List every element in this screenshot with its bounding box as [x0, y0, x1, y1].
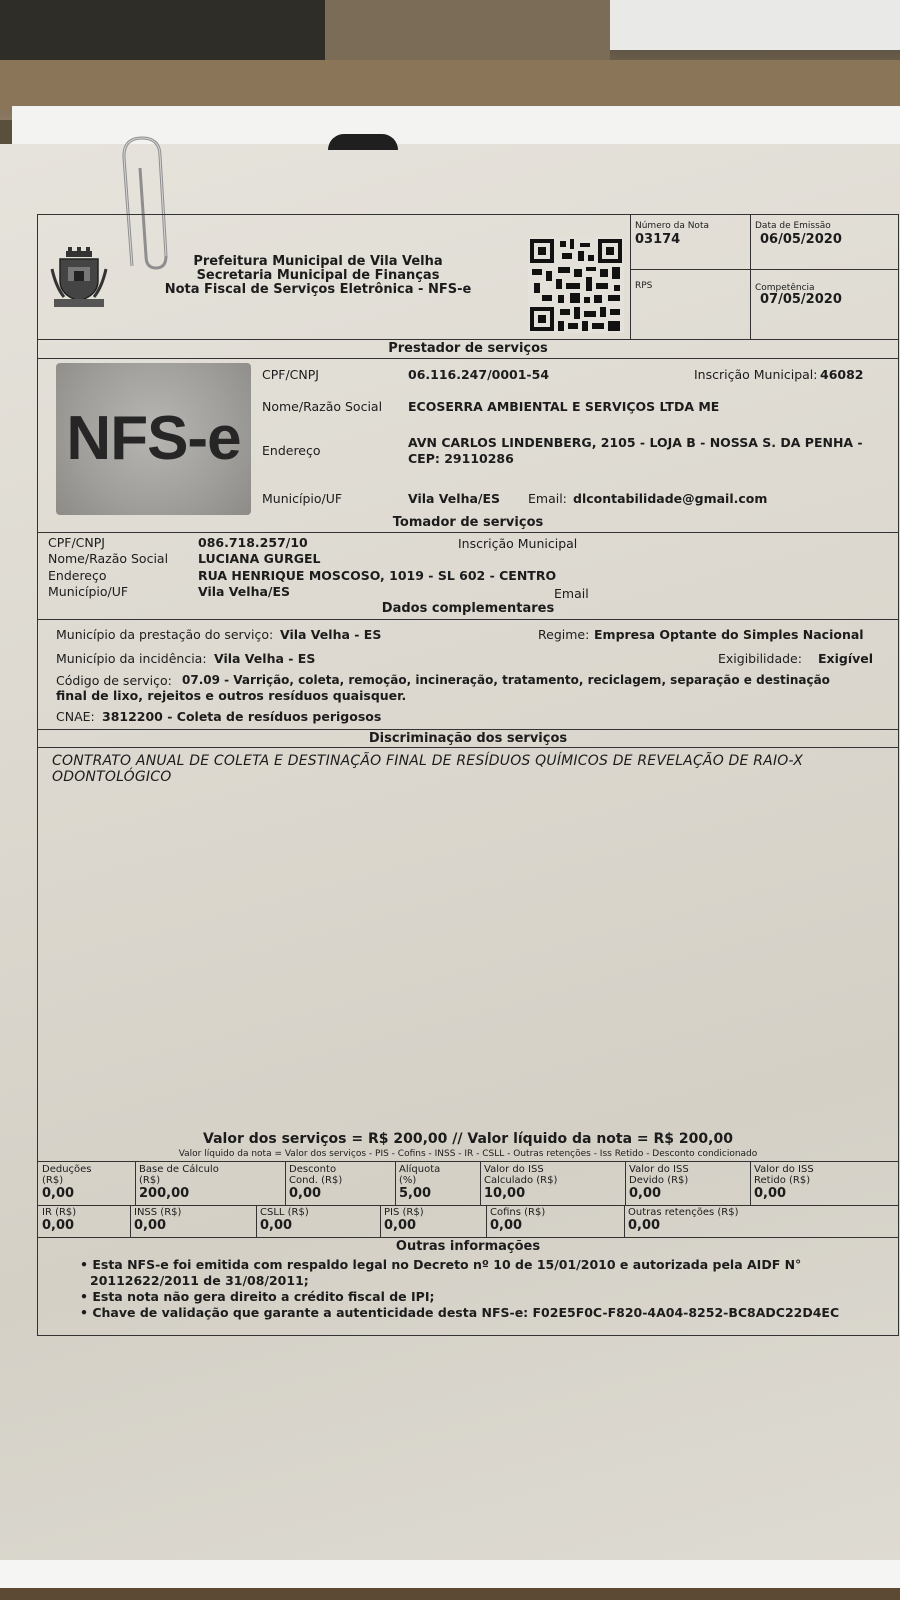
prestador-municipio-value: Vila Velha/ES — [408, 491, 501, 506]
data-emissao-value: 06/05/2020 — [760, 232, 842, 247]
iss-devido-cell — [629, 1164, 689, 1201]
prestador-title: Prestador de serviços — [388, 341, 548, 356]
tomador-endereco-label: Endereço — [48, 568, 107, 583]
background-white-panel — [610, 0, 900, 50]
background-top — [0, 0, 900, 120]
formula-line: Valor líquido da nota = Valor dos serviços - PIS - Cofins - INSS - IR - CSLL - Outras retenções - Iss Retido - Desconto condicionado — [178, 1149, 758, 1159]
outras-bullet-3-text: Chave de validação que garante a autenticidade desta NFS-e: F02E5F0C-F820-4A04-8252-BC8ADC22D4EC — [92, 1305, 840, 1320]
regime-value: Empresa Optante do Simples Nacional — [594, 627, 864, 642]
data-emissao-label: Data de Emissão — [755, 221, 831, 231]
tomador-endereco-value: RUA HENRIQUE MOSCOSO, 1019 - SL 602 - CENTRO — [198, 568, 557, 583]
tomador-nome-value: LUCIANA GURGEL — [198, 551, 321, 566]
nfse-logo-text: NFS-e — [66, 404, 241, 473]
iss-devido-unit: Devido (R$) — [629, 1175, 689, 1186]
background-wood-panel — [325, 0, 610, 60]
prestador-nome-label: Nome/Razão Social — [262, 399, 383, 414]
municipio-incidencia-label: Município da incidência: — [56, 651, 207, 666]
prestador-municipio-label: Município/UF — [262, 491, 343, 506]
outras-retencoes-cell — [628, 1207, 738, 1233]
tomador-municipio-label: Município/UF — [48, 584, 129, 599]
outras-bullet-2-text: Esta nota não gera direito a crédito fiscal de IPI; — [92, 1289, 435, 1304]
exigibilidade-value: Exigível — [818, 651, 874, 666]
desconto-cell — [289, 1164, 342, 1201]
ir-cell — [42, 1207, 76, 1233]
discriminacao-line2: ODONTOLÓGICO — [52, 769, 172, 785]
discriminacao-line1: CONTRATO ANUAL DE COLETA E DESTINAÇÃO FINAL DE RESÍDUOS QUÍMICOS DE REVELAÇÃO DE RAIO-X — [52, 753, 804, 769]
inss-cell — [134, 1207, 181, 1233]
cnae-value: 3812200 - Coleta de resíduos perigosos — [102, 709, 382, 724]
competencia-value: 07/05/2020 — [760, 292, 842, 307]
municipio-prestacao-label: Município da prestação do serviço: — [56, 627, 274, 642]
csll-cell — [260, 1207, 309, 1233]
numero-nota-value: 03174 — [635, 232, 681, 247]
codigo-servico-value1: 07.09 - Varrição, coleta, remoção, incineração, tratamento, reciclagem, separação e destinação — [182, 673, 830, 687]
csll-label: CSLL (R$) — [260, 1207, 309, 1218]
punch-hole — [328, 134, 398, 150]
pis-value: 0,00 — [384, 1218, 417, 1233]
prestador-nome-value: ECOSERRA AMBIENTAL E SERVIÇOS LTDA ME — [408, 399, 720, 414]
secretaria-title: Secretaria Municipal de Finanças — [196, 268, 440, 283]
base-calculo-label: Base de Cálculo — [139, 1164, 219, 1175]
ir-label: IR (R$) — [42, 1207, 77, 1218]
tomador-title: Tomador de serviços — [392, 515, 544, 530]
aliquota-value: 5,00 — [399, 1186, 432, 1201]
codigo-servico-label: Código de serviço: — [56, 673, 172, 688]
prestador-im-value: 46082 — [820, 367, 864, 382]
iss-retido-cell — [754, 1164, 814, 1201]
regime-label: Regime: — [538, 627, 590, 642]
tomador-nome-label: Nome/Razão Social — [48, 551, 169, 566]
iss-retido-unit: Retido (R$) — [754, 1175, 811, 1186]
prestador-email-value: dlcontabilidade@gmail.com — [573, 491, 768, 506]
base-calculo-unit: (R$) — [139, 1175, 161, 1186]
iss-retido-value: 0,00 — [754, 1186, 787, 1201]
outras-title: Outras informações — [395, 1239, 541, 1254]
outras-bullet-1-cont: 20112622/2011 de 31/08/2011; — [90, 1273, 309, 1288]
municipio-prestacao-value: Vila Velha - ES — [280, 627, 382, 642]
iss-calculado-value: 10,00 — [484, 1186, 526, 1201]
prestador-cpf-value: 06.116.247/0001-54 — [408, 367, 550, 382]
inss-label: INSS (R$) — [134, 1207, 182, 1218]
iss-calculado-unit: Calculado (R$) — [484, 1175, 558, 1186]
prestador-endereco-value2: CEP: 29110286 — [408, 451, 514, 466]
iss-retido-label: Valor do ISS — [754, 1164, 814, 1175]
qr-code-icon — [528, 237, 624, 333]
prefeitura-title: Prefeitura Municipal de Vila Velha — [193, 254, 443, 269]
csll-value: 0,00 — [260, 1218, 293, 1233]
valor-total-line: Valor dos serviços = R$ 200,00 // Valor líquido da nota = R$ 200,00 — [203, 1131, 733, 1147]
tomador-im-label: Inscrição Municipal — [458, 536, 578, 551]
deducoes-label: Deduções — [42, 1164, 92, 1175]
competencia-label: Competência — [755, 283, 815, 293]
outras-retencoes-value: 0,00 — [628, 1218, 661, 1233]
iss-devido-label: Valor do ISS — [629, 1164, 689, 1175]
outras-bullet-1 — [80, 1257, 801, 1272]
prestador-endereco-label: Endereço — [262, 443, 321, 458]
iss-calculado-label: Valor do ISS — [484, 1164, 544, 1175]
discriminacao-title: Discriminação dos serviços — [368, 731, 568, 746]
numero-nota-label: Número da Nota — [635, 221, 709, 231]
cofins-label: Cofins (R$) — [490, 1207, 546, 1218]
deducoes-cell — [42, 1164, 92, 1201]
vila-velha-coat-of-arms-icon — [50, 247, 108, 309]
base-calculo-cell — [139, 1164, 219, 1201]
iss-calculado-cell — [484, 1164, 557, 1201]
outras-bullet-3 — [80, 1305, 839, 1320]
outras-retencoes-label: Outras retenções (R$) — [628, 1207, 739, 1218]
cofins-cell — [490, 1207, 545, 1233]
bullet-icon: • — [80, 1305, 93, 1320]
aliquota-unit: (%) — [399, 1175, 417, 1186]
prestador-email-label: Email: — [528, 491, 567, 506]
bullet-icon: • — [80, 1257, 93, 1272]
deducoes-unit: (R$) — [42, 1175, 64, 1186]
desconto-value: 0,00 — [289, 1186, 322, 1201]
ir-value: 0,00 — [42, 1218, 75, 1233]
nfse-document — [37, 214, 899, 1336]
base-calculo-value: 200,00 — [139, 1186, 190, 1201]
municipio-incidencia-value: Vila Velha - ES — [214, 651, 316, 666]
iss-devido-value: 0,00 — [629, 1186, 662, 1201]
aliquota-label: Alíquota — [399, 1164, 441, 1175]
prestador-cpf-label: CPF/CNPJ — [262, 367, 319, 382]
outras-bullet-1-text: Esta NFS-e foi emitida com respaldo legal no Decreto nº 10 de 15/01/2010 e autorizada pela AIDF N° — [92, 1257, 802, 1272]
exigibilidade-label: Exigibilidade: — [718, 651, 802, 666]
desconto-label: Desconto — [289, 1164, 337, 1175]
tomador-cpf-label: CPF/CNPJ — [48, 535, 105, 550]
bullet-icon: • — [80, 1289, 93, 1304]
complementares-title: Dados complementares — [381, 601, 555, 616]
deducoes-value: 0,00 — [42, 1186, 75, 1201]
desconto-unit: Cond. (R$) — [289, 1175, 343, 1186]
pis-label: PIS (R$) — [384, 1207, 424, 1218]
aliquota-cell — [399, 1164, 440, 1201]
header-titles — [158, 255, 478, 297]
codigo-servico-value2: final de lixo, rejeitos e outros resíduos quaisquer. — [56, 688, 407, 703]
background-wood-plank — [0, 60, 900, 110]
outras-bullet-2 — [80, 1289, 434, 1304]
rps-label: RPS — [635, 281, 653, 291]
nfse-logo — [56, 363, 251, 515]
background-dark-panel — [0, 0, 325, 60]
tomador-cpf-value: 086.718.257/10 — [198, 535, 308, 550]
prestador-im-label: Inscrição Municipal: — [694, 367, 818, 382]
tomador-municipio-value: Vila Velha/ES — [198, 584, 291, 599]
pis-cell — [384, 1207, 424, 1233]
prestador-endereco-value1: AVN CARLOS LINDENBERG, 2105 - LOJA B - NOSSA S. DA PENHA - — [408, 435, 863, 450]
cofins-value: 0,00 — [490, 1218, 523, 1233]
cnae-label: CNAE: — [56, 709, 95, 724]
tomador-email-label: Email — [554, 586, 589, 601]
nfse-title: Nota Fiscal de Serviços Eletrônica - NFS-e — [164, 282, 472, 297]
bottom-wood-edge — [0, 1588, 900, 1600]
inss-value: 0,00 — [134, 1218, 167, 1233]
